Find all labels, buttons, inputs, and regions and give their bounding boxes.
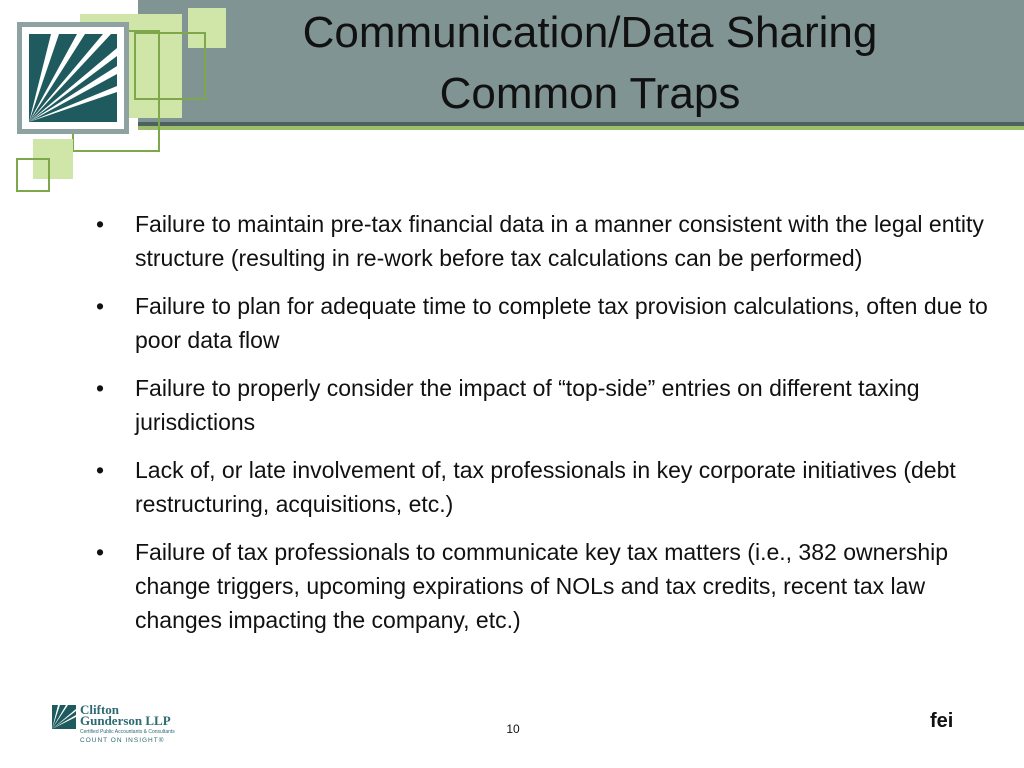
- bullet-item: [96, 207, 1004, 275]
- slide-title-line2: Common Traps: [439, 69, 741, 118]
- logo-name-line2: Gunderson LLP: [80, 713, 171, 728]
- slide-title-line1: Communication/Data Sharing: [302, 8, 878, 57]
- bullet-item: [96, 453, 1004, 521]
- bullet-icon: •: [96, 211, 105, 237]
- page-number: 10: [506, 722, 520, 736]
- company-logo-tile: [17, 22, 129, 134]
- bullet-text: Failure of tax professionals to communicate key tax matters (i.e., 382 ownership change triggers, upcoming expirations of NOLs and tax credits, recent tax law changes impacting the company, etc.): [135, 539, 949, 633]
- bullet-item: [96, 289, 1004, 357]
- bullet-icon: •: [96, 375, 105, 401]
- bullet-item: [96, 535, 1004, 637]
- footer-company-logo: [52, 702, 182, 750]
- sunburst-small-icon: [52, 705, 76, 729]
- decor-square-outline: [16, 158, 50, 192]
- sunburst-logo-icon: [29, 34, 117, 122]
- fei-label: fei: [930, 710, 954, 732]
- logo-tagline: Certified Public Accountants & Consultants: [80, 729, 175, 735]
- bullet-text: Failure to maintain pre-tax financial data in a manner consistent with the legal entity structure (resulting in re-work before tax calculations can be performed): [135, 211, 984, 271]
- bullet-icon: •: [96, 457, 105, 483]
- logo-name-line1: Clifton: [80, 702, 119, 717]
- slide-title: [170, 2, 1010, 124]
- bullet-text: Failure to properly consider the impact of “top-side” entries on different taxing jurisdictions: [135, 375, 920, 435]
- bullet-text: Failure to plan for adequate time to complete tax provision calculations, often due to poor data flow: [135, 293, 988, 353]
- bullet-item: [96, 371, 1004, 439]
- bullet-icon: •: [96, 539, 105, 565]
- bullet-list: [96, 207, 1004, 651]
- bullet-text: Lack of, or late involvement of, tax professionals in key corporate initiatives (debt restructuring, acquisitions, etc.): [135, 457, 956, 517]
- header-rule-green: [138, 126, 1024, 130]
- bullet-icon: •: [96, 293, 105, 319]
- logo-slogan: COUNT ON INSIGHT®: [80, 737, 165, 744]
